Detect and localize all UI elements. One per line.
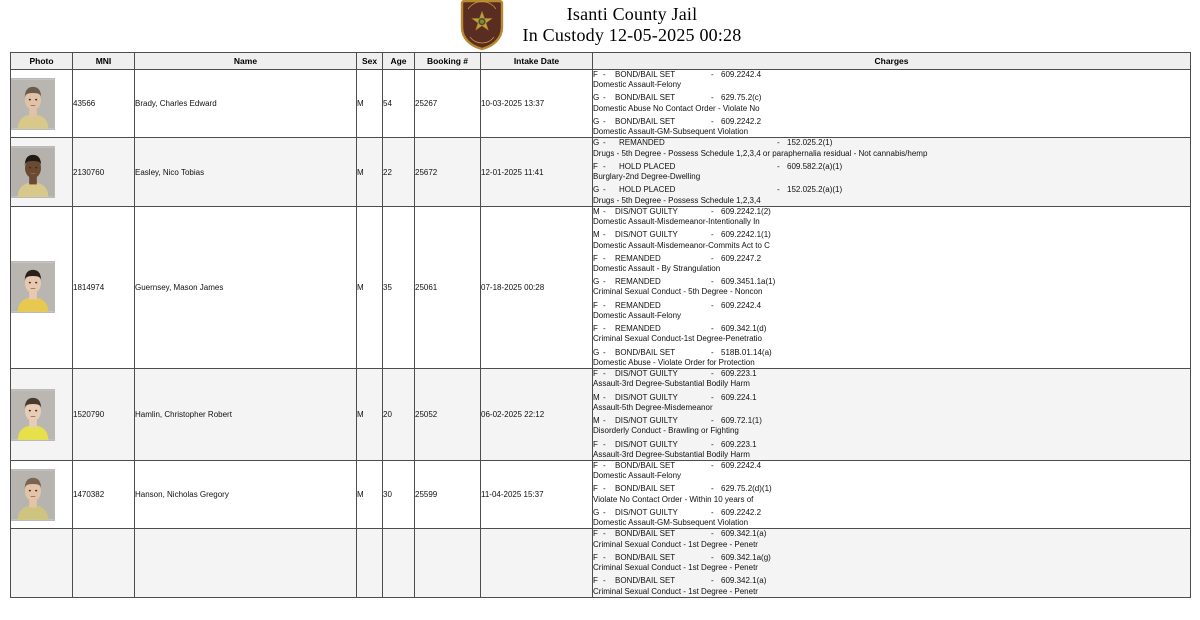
charge-description: Criminal Sexual Conduct - 1st Degree - Penetr: [593, 563, 758, 573]
sheriff-star-badge-icon: [459, 0, 505, 51]
cell-age: 20: [383, 369, 415, 461]
charge-statute: 609.223.1: [721, 369, 757, 379]
charge-dash1: -: [603, 552, 606, 562]
charge-summary-line: [593, 348, 1190, 358]
charge-dash1: -: [603, 460, 606, 470]
column-header-booking[interactable]: Booking #: [415, 53, 481, 70]
charge-summary-line: [593, 416, 1190, 426]
charge-level: G: [593, 93, 600, 103]
charge-entry: [593, 484, 1190, 504]
charge-level: F: [593, 70, 598, 79]
charge-description: Domestic Assault-GM-Subsequent Violation: [593, 518, 749, 528]
charge-summary-line: [593, 461, 1190, 471]
charge-status: REMANDED: [615, 277, 661, 287]
charge-statute: 629.75.2(d)(1): [721, 484, 772, 494]
charge-status: BOND/BAIL SET: [615, 460, 676, 470]
charge-description: Assault-3rd Degree-Substantial Bodily Harm: [593, 449, 750, 459]
cell-age: 54: [383, 70, 415, 138]
charge-dash1: -: [603, 277, 606, 287]
charge-status: REMANDED: [615, 324, 661, 334]
charge-dash2: -: [711, 300, 714, 310]
cell-sex: M: [357, 460, 383, 528]
charge-description: Criminal Sexual Conduct - 1st Degree - Penetr: [593, 539, 758, 549]
charge-statute: 609.2242.2: [721, 507, 762, 517]
charge-dash2: -: [711, 507, 714, 517]
charge-status: BOND/BAIL SET: [615, 552, 676, 562]
charge-statute: 609.342.1(a): [721, 576, 767, 586]
charge-statute: 609.224.1: [721, 392, 757, 402]
charge-dash2: -: [777, 161, 780, 171]
column-header-sex[interactable]: Sex: [357, 53, 383, 70]
charge-summary-line: [593, 70, 1190, 80]
column-header-intake[interactable]: Intake Date: [481, 53, 593, 70]
charge-level: F: [593, 253, 598, 263]
charge-statute: 609.2247.2: [721, 253, 762, 263]
cell-mni: 1814974: [73, 206, 135, 368]
charge-entry: [593, 461, 1190, 481]
charge-level: G: [593, 138, 600, 148]
cell-age: [383, 529, 415, 597]
cell-charges: [593, 460, 1191, 528]
cell-booking: 25267: [415, 70, 481, 138]
page-title: Isanti County Jail: [566, 3, 698, 24]
charge-entry: [593, 553, 1190, 573]
charge-dash1: -: [603, 439, 606, 449]
cell-sex: M: [357, 70, 383, 138]
charge-dash1: -: [603, 347, 606, 357]
charge-description: Burglary-2nd Degree-Dwelling: [593, 172, 701, 182]
charge-level: F: [593, 484, 598, 494]
cell-sex: M: [357, 206, 383, 368]
charge-status: DIS/NOT GUILTY: [615, 439, 678, 449]
charge-description: Domestic Assault-Felony: [593, 471, 682, 481]
cell-name: [135, 529, 357, 597]
mugshot-hanson-nicholas-gregory: [11, 469, 72, 521]
charge-status: DIS/NOT GUILTY: [615, 392, 678, 402]
charge-dash1: -: [603, 416, 606, 426]
charge-entry: [593, 576, 1190, 596]
charge-dash1: -: [603, 161, 606, 171]
charge-summary-line: [593, 393, 1190, 403]
mugshot-easley-nico-tobias: [11, 146, 72, 198]
charge-dash2: -: [711, 277, 714, 287]
charge-statute: 518B.01.14(a): [721, 347, 772, 357]
charge-description: Criminal Sexual Conduct-1st Degree-Penetratio: [593, 334, 762, 344]
charge-level: F: [593, 300, 598, 310]
charge-summary-line: [593, 553, 1190, 563]
charge-statute: 609.2242.4: [721, 300, 762, 310]
charge-dash1: -: [603, 576, 606, 586]
charge-status: HOLD PLACED: [619, 185, 676, 195]
charge-dash1: -: [603, 138, 606, 148]
cell-name: Hamlin, Christopher Robert: [135, 369, 357, 461]
charge-description: Drugs - 5th Degree - Possess Schedule 1,2,3,4: [593, 195, 761, 205]
cell-intake: 11-04-2025 15:37: [481, 460, 593, 528]
charge-level: M: [593, 416, 600, 426]
charge-summary-line: [593, 162, 1190, 172]
page-subtitle: In Custody 12-05-2025 00:28: [522, 25, 742, 45]
charge-dash1: -: [603, 116, 606, 126]
cell-booking: 25052: [415, 369, 481, 461]
charge-dash1: -: [603, 230, 606, 240]
charge-dash1: -: [603, 253, 606, 263]
charge-statute: 609.2242.4: [721, 460, 762, 470]
mugshot-brady-charles-edward: [11, 78, 72, 130]
charge-statute: 609.2242.1(1): [721, 230, 771, 240]
charge-dash2: -: [711, 206, 714, 216]
charge-statute: 629.75.2(c): [721, 93, 762, 103]
column-header-charges[interactable]: Charges: [593, 53, 1191, 70]
charge-description: Domestic Assault-Felony: [593, 310, 682, 320]
charge-summary-line: [593, 93, 1190, 103]
charge-entry: [593, 207, 1190, 227]
cell-sex: M: [357, 369, 383, 461]
charge-status: HOLD PLACED: [619, 161, 676, 171]
charge-entry: [593, 440, 1190, 460]
cell-photo: [11, 70, 73, 138]
charge-summary-line: [593, 301, 1190, 311]
charge-dash2: -: [711, 93, 714, 103]
charge-entry: [593, 70, 1190, 90]
charge-level: F: [593, 439, 598, 449]
charge-dash1: -: [603, 185, 606, 195]
cell-age: 30: [383, 460, 415, 528]
cell-photo: [11, 369, 73, 461]
charge-level: G: [593, 116, 600, 126]
cell-sex: [357, 529, 383, 597]
cell-photo: [11, 138, 73, 206]
charge-statute: 609.223.1: [721, 439, 757, 449]
cell-intake: 06-02-2025 22:12: [481, 369, 593, 461]
charge-statute: 609.2242.2: [721, 116, 762, 126]
cell-intake: [481, 529, 593, 597]
table-row[interactable]: [11, 70, 1191, 138]
cell-name: Hanson, Nicholas Gregory: [135, 460, 357, 528]
cell-charges: [593, 529, 1191, 597]
charge-entry: [593, 277, 1190, 297]
charge-entry: [593, 117, 1190, 137]
charge-entry: [593, 393, 1190, 413]
charge-summary-line: [593, 185, 1190, 195]
charge-entry: [593, 348, 1190, 368]
charge-status: DIS/NOT GUILTY: [615, 230, 678, 240]
charge-level: F: [593, 324, 598, 334]
charge-dash2: -: [777, 185, 780, 195]
column-header-name[interactable]: Name: [135, 53, 357, 70]
charge-summary-line: [593, 207, 1190, 217]
charge-statute: 609.342.1(d): [721, 324, 767, 334]
charge-statute: 609.342.1a(g): [721, 552, 771, 562]
charge-level: G: [593, 277, 600, 287]
charge-level: G: [593, 185, 600, 195]
cell-booking: 25061: [415, 206, 481, 368]
charge-dash2: -: [711, 529, 714, 539]
charge-summary-line: [593, 254, 1190, 264]
charge-dash2: -: [777, 138, 780, 148]
charge-level: F: [593, 529, 598, 539]
charge-statute: 609.3451.1a(1): [721, 277, 776, 287]
charge-dash2: -: [711, 576, 714, 586]
charge-status: REMANDED: [615, 300, 661, 310]
charge-dash1: -: [603, 507, 606, 517]
charge-dash1: -: [603, 484, 606, 494]
charge-dash2: -: [711, 392, 714, 402]
charge-dash2: -: [711, 484, 714, 494]
charge-dash1: -: [603, 206, 606, 216]
charge-entry: [593, 529, 1190, 549]
charge-level: F: [593, 161, 598, 171]
charge-statute: 609.342.1(a): [721, 529, 767, 539]
table-row[interactable]: [11, 369, 1191, 461]
page-header: [0, 0, 1200, 52]
charge-description: Criminal Sexual Conduct - 1st Degree - Penetr: [593, 586, 758, 596]
cell-age: 35: [383, 206, 415, 368]
charge-entry: [593, 324, 1190, 344]
charge-level: M: [593, 392, 600, 402]
charge-dash2: -: [711, 70, 714, 79]
charge-summary-line: [593, 484, 1190, 494]
cell-intake: 07-18-2025 00:28: [481, 206, 593, 368]
column-header-mni[interactable]: MNI: [73, 53, 135, 70]
charge-description: Domestic Assault-GM-Subsequent Violation: [593, 127, 749, 137]
charge-status: REMANDED: [619, 138, 665, 148]
charge-summary-line: [593, 277, 1190, 287]
charge-dash2: -: [711, 230, 714, 240]
cell-mni: 1520790: [73, 369, 135, 461]
charge-description: Drugs - 5th Degree - Possess Schedule 1,2,3,4 or paraphernalia residual - Not cannabis/hemp: [593, 148, 928, 158]
mugshot-hamlin-christopher-robert: [11, 389, 72, 441]
charge-description: Domestic Abuse No Contact Order - Violate No: [593, 103, 760, 113]
charge-level: F: [593, 552, 598, 562]
charge-description: Domestic Assault - By Strangulation: [593, 263, 721, 273]
cell-sex: M: [357, 138, 383, 206]
cell-intake: 10-03-2025 13:37: [481, 70, 593, 138]
in-custody-roster-table: [10, 52, 1191, 598]
charge-status: DIS/NOT GUILTY: [615, 507, 678, 517]
charge-dash2: -: [711, 347, 714, 357]
cell-booking: 25599: [415, 460, 481, 528]
charge-description: Domestic Assault-Felony: [593, 80, 682, 90]
charge-description: Disorderly Conduct - Brawling or Fighting: [593, 426, 739, 436]
charge-description: Assault-5th Degree-Misdemeanor: [593, 402, 713, 412]
charge-statute: 609.582.2(a)(1): [787, 161, 843, 171]
charge-status: BOND/BAIL SET: [615, 93, 676, 103]
charge-summary-line: [593, 508, 1190, 518]
charge-dash1: -: [603, 70, 606, 79]
charge-summary-line: [593, 117, 1190, 127]
charge-entry: [593, 416, 1190, 436]
charge-dash1: -: [603, 300, 606, 310]
charge-description: Domestic Assault-Misdemeanor-Intentionally In: [593, 217, 760, 227]
charge-statute: 152.025.2(a)(1): [787, 185, 843, 195]
charge-entry: [593, 301, 1190, 321]
charge-status: BOND/BAIL SET: [615, 484, 676, 494]
cell-booking: 25672: [415, 138, 481, 206]
table-row[interactable]: [11, 206, 1191, 368]
charge-entry: [593, 230, 1190, 250]
charge-summary-line: [593, 440, 1190, 450]
charge-summary-line: [593, 138, 1190, 148]
cell-booking: [415, 529, 481, 597]
charge-dash2: -: [711, 552, 714, 562]
charge-status: BOND/BAIL SET: [615, 347, 676, 357]
cell-charges: [593, 138, 1191, 206]
charge-description: Criminal Sexual Conduct - 5th Degree - Noncon: [593, 287, 763, 297]
charge-level: F: [593, 460, 598, 470]
charge-level: M: [593, 206, 600, 216]
roster-container: [0, 52, 1200, 598]
charge-description: Domestic Assault-Misdemeanor-Commits Act to C: [593, 240, 770, 250]
cell-mni: 1470382: [73, 460, 135, 528]
charge-dash2: -: [711, 460, 714, 470]
cell-age: 22: [383, 138, 415, 206]
cell-name: Guernsey, Mason James: [135, 206, 357, 368]
table-body: [11, 70, 1191, 598]
charge-entry: [593, 185, 1190, 205]
charge-level: F: [593, 576, 598, 586]
charge-entry: [593, 138, 1190, 158]
charge-status: BOND/BAIL SET: [615, 116, 676, 126]
cell-mni: 43566: [73, 70, 135, 138]
charge-dash1: -: [603, 529, 606, 539]
cell-intake: 12-01-2025 11:41: [481, 138, 593, 206]
charge-summary-line: [593, 230, 1190, 240]
charge-statute: 609.2242.1(2): [721, 206, 771, 216]
charge-dash2: -: [711, 324, 714, 334]
charge-dash1: -: [603, 324, 606, 334]
cell-mni: 2130760: [73, 138, 135, 206]
charge-summary-line: [593, 324, 1190, 334]
charge-entry: [593, 93, 1190, 113]
charge-status: DIS/NOT GUILTY: [615, 416, 678, 426]
charge-level: F: [593, 369, 598, 379]
charge-entry: [593, 508, 1190, 528]
charge-status: BOND/BAIL SET: [615, 576, 676, 586]
cell-charges: [593, 369, 1191, 461]
charge-dash2: -: [711, 369, 714, 379]
charge-status: REMANDED: [615, 253, 661, 263]
header-titles: [523, 4, 742, 46]
charge-statute: 152.025.2(1): [787, 138, 833, 148]
cell-name: Easley, Nico Tobias: [135, 138, 357, 206]
charge-status: BOND/BAIL SET: [615, 70, 676, 79]
column-header-age[interactable]: Age: [383, 53, 415, 70]
charge-description: Violate No Contact Order - Within 10 years of: [593, 494, 754, 504]
charge-dash1: -: [603, 93, 606, 103]
table-header: [11, 53, 1191, 70]
column-header-photo[interactable]: Photo: [11, 53, 73, 70]
cell-mni: [73, 529, 135, 597]
charge-entry: [593, 254, 1190, 274]
charge-dash2: -: [711, 439, 714, 449]
charge-dash2: -: [711, 253, 714, 263]
table-row[interactable]: [11, 138, 1191, 206]
charge-level: G: [593, 507, 600, 517]
charge-statute: 609.2242.4: [721, 70, 762, 79]
charge-dash1: -: [603, 369, 606, 379]
table-row[interactable]: [11, 529, 1191, 597]
charge-entry: [593, 162, 1190, 182]
cell-photo: [11, 206, 73, 368]
charge-level: M: [593, 230, 600, 240]
charge-summary-line: [593, 529, 1190, 539]
charge-summary-line: [593, 369, 1190, 379]
charge-description: Assault-3rd Degree-Substantial Bodily Harm: [593, 379, 750, 389]
cell-photo: [11, 460, 73, 528]
charge-status: DIS/NOT GUILTY: [615, 206, 678, 216]
table-header-row: [11, 53, 1191, 70]
mugshot-guernsey-mason-james: [11, 261, 72, 313]
charge-summary-line: [593, 576, 1190, 586]
charge-dash2: -: [711, 416, 714, 426]
charge-dash1: -: [603, 392, 606, 402]
charge-status: BOND/BAIL SET: [615, 529, 676, 539]
charge-statute: 609.72.1(1): [721, 416, 762, 426]
cell-photo: [11, 529, 73, 597]
charge-entry: [593, 369, 1190, 389]
table-row[interactable]: [11, 460, 1191, 528]
cell-charges: [593, 206, 1191, 368]
charge-description: Domestic Abuse - Violate Order for Protection: [593, 357, 755, 367]
charge-dash2: -: [711, 116, 714, 126]
charge-status: DIS/NOT GUILTY: [615, 369, 678, 379]
charge-level: G: [593, 347, 600, 357]
cell-charges: [593, 70, 1191, 138]
cell-name: Brady, Charles Edward: [135, 70, 357, 138]
